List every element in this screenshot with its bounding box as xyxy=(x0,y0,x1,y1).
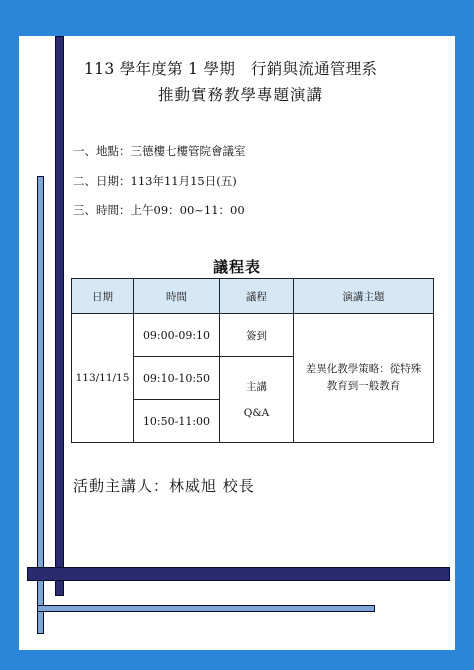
agenda-topic-cell xyxy=(294,314,434,443)
info-location: 一、地點：三德樓七樓管院會議室 xyxy=(73,144,246,158)
decorative-bar-horizontal-light xyxy=(37,605,375,612)
agenda-time-cell: 09:00-09:10 xyxy=(134,314,220,357)
info-time: 三、時間：上午09：00~11：00 xyxy=(73,203,245,217)
topic-line-2: 教育到一般教育 xyxy=(326,380,401,392)
column-header-agenda: 議程 xyxy=(220,279,294,314)
agenda-title: 議程表 xyxy=(213,258,262,276)
speaker-line: 活動主講人：林威旭 校長 xyxy=(73,477,255,495)
agenda-item-cell: 簽到 xyxy=(220,314,294,357)
agenda-header-row xyxy=(72,279,434,314)
agenda-time-cell: 09:10-10:50 xyxy=(134,357,220,400)
agenda-date-cell: 113/11/15 xyxy=(72,314,134,443)
decorative-bar-vertical-dark xyxy=(55,36,64,596)
page-subtitle: 推動實務教學專題演講 xyxy=(158,86,324,104)
decorative-bar-vertical-light xyxy=(37,176,44,634)
agenda-item-cell xyxy=(220,357,294,443)
agenda-item-qa: Q&A xyxy=(243,406,270,419)
table-row xyxy=(72,314,434,357)
decorative-bar-horizontal-dark xyxy=(27,567,450,581)
agenda-table xyxy=(71,278,434,443)
agenda-item-talk: 主講 xyxy=(246,380,267,393)
page-title: 113 學年度第 1 學期 行銷與流通管理系 xyxy=(84,60,378,78)
topic-line-1: 差異化教學策略：從特殊 xyxy=(305,363,422,375)
column-header-date: 日期 xyxy=(72,279,134,314)
info-date: 二、日期：113年11月15日(五) xyxy=(73,174,237,188)
column-header-topic: 演講主題 xyxy=(294,279,434,314)
agenda-time-cell: 10:50-11:00 xyxy=(134,400,220,443)
column-header-time: 時間 xyxy=(134,279,220,314)
